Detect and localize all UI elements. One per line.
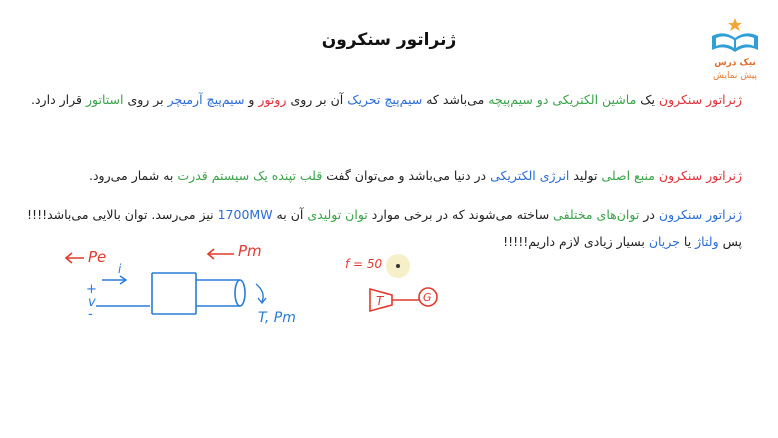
text: می‌باشد که <box>422 92 489 107</box>
term-rotor: روتور <box>258 92 287 107</box>
term-current: جریان <box>648 234 680 249</box>
turbine-label: T <box>376 294 384 308</box>
power-value: 1700MW <box>217 207 273 222</box>
text: آن به <box>272 207 308 222</box>
paragraph-power <box>26 201 742 255</box>
term-armature-winding: سیم‌پیچ آرمیچر <box>167 92 245 107</box>
frequency-label: f = 50 <box>345 257 383 271</box>
text: و <box>244 92 259 107</box>
book-logo-icon <box>708 14 762 58</box>
term-synchronous-generator: ژنراتور سنکرون <box>658 207 742 222</box>
text: بر روی <box>123 92 168 107</box>
plus-sign: + <box>86 282 97 297</box>
term-stator: استاتور <box>85 92 124 107</box>
term-electrical-energy: انرژی الکتریکی <box>490 168 570 183</box>
text: نیز می‌رسد. توان بالایی می‌باشد!!!! پس <box>27 207 742 249</box>
machine-body <box>152 273 245 314</box>
logo <box>700 14 770 84</box>
turbine-shape <box>370 288 437 311</box>
text: در <box>639 207 659 222</box>
slide-title: ژنراتور سنکرون <box>321 30 457 50</box>
torque-arrow <box>256 284 266 303</box>
term-field-winding: سیم‌پیچ تحریک <box>347 92 423 107</box>
paragraph-importance <box>26 162 742 189</box>
term-beating-heart: قلب تپنده یک سیستم قدرت <box>177 168 323 183</box>
term-two-winding-machine: ماشین الکتریکی دو سیم‌پیچه <box>488 92 637 107</box>
text: یا <box>679 234 696 249</box>
pointer-cursor-icon <box>386 254 410 278</box>
text: آن بر روی <box>286 92 348 107</box>
text: به شمار می‌رود. <box>89 168 178 183</box>
logo-sub-text: پیش نمایش <box>713 71 757 81</box>
text: قرار دارد. <box>31 92 86 107</box>
term-synchronous-generator: ژنراتور سنکرون <box>658 92 742 107</box>
text: تولید <box>569 168 602 183</box>
text: ساخته می‌شوند که در برخی موارد <box>367 207 554 222</box>
pe-label: Pe <box>88 248 107 266</box>
logo-brand-text: نیک درس <box>714 58 756 68</box>
term-various-powers: توان‌های مختلفی <box>553 207 640 222</box>
text: در دنیا می‌باشد و می‌توان گفت <box>322 168 491 183</box>
generator-label: G <box>423 291 432 304</box>
term-main-source: منبع اصلی <box>601 168 659 183</box>
current-arrow <box>96 276 150 306</box>
minus-sign: - <box>88 307 93 322</box>
term-synchronous-generator: ژنراتور سنکرون <box>658 168 742 183</box>
pm-label: Pm <box>238 242 262 260</box>
term-voltage: ولتاژ <box>695 234 719 249</box>
term-output-power: توان تولیدی <box>307 207 368 222</box>
paragraph-definition <box>26 86 742 113</box>
current-label: i <box>118 262 122 276</box>
voltage-label: v <box>88 295 96 310</box>
text: بسیار زیادی لازم داریم!!!!! <box>503 234 649 249</box>
torque-power-label: T, Pm <box>258 310 296 326</box>
text: یک <box>636 92 659 107</box>
